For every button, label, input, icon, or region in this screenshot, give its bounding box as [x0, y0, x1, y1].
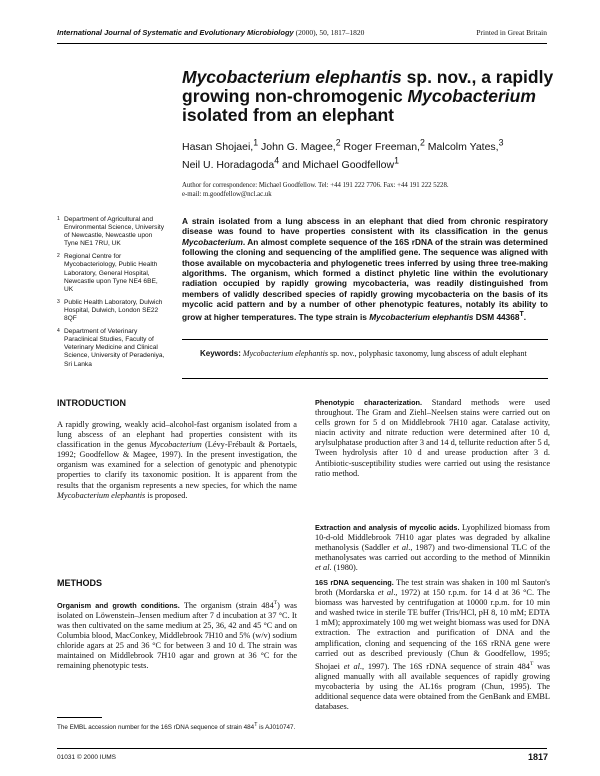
affiliation-item: 3 Public Health Laboratory, Dulwich Hospital, Dulwich, London SE22 8QF — [57, 298, 163, 323]
footnote: The EMBL accession number for the 16S rDNA sequence of strain $484^T$ is AJ010747. — [57, 722, 296, 732]
keywords-rule-top — [182, 339, 548, 340]
article-title — [182, 68, 562, 125]
author: Neil U. Horadagoda$^4$ — [182, 155, 280, 171]
affiliation-item: 1 Department of Agricultural and Environmental Science, University of Newcastle, Newcastle upon Tyne NE1 7RU, UK — [57, 216, 165, 248]
footnote-rule — [57, 717, 102, 718]
affiliation-item: 2 Regional Centre for Mycobacteriology, Public Health Laboratory, General Hospital, Newcastle upon Tyne NE4 6BE, UK — [57, 253, 158, 293]
title-text-2: isolated from an elephant — [182, 105, 394, 125]
journal-name: International Journal of Systematic and Evolutionary Microbiology — [57, 28, 294, 37]
author: and Michael Goodfellow$^1$ — [282, 155, 399, 171]
author: John G. Magee,$^2$ — [261, 137, 341, 153]
rdna-text: 16S rDNA sequencing. The test strain was shaken in 100 ml Sauton's broth (Mordarska et al., 1972) at 150 r.p.m. for 14 d at 36 °C. The biomass was harvested by centrifugation at 10000 r.p.m. for 10 min and washed twice in sterile TE buffer (Tris/HCl, pH 8, 10 mM; EDTA 1 mM); approximately 100 mg wet weight biomass was used for DNA extraction. The extraction and purification of DNA and the amplification, cloning and sequencing of the 16S rRNA gene were carried out as described previously (Chun & Goodfellow, 1995; Shojaei et al., 1997). The 16S rDNA sequence of strain $484^T$ was aligned manually with all available sequences of rapidly growing mycobacteria by using the AL16s program (Chun, 1995). The additional sequence data were obtained from the GenBank and EMBL databases. — [315, 578, 551, 711]
author: Malcolm Yates,$^3$ — [427, 137, 504, 153]
methods-heading: METHODS — [57, 578, 102, 588]
journal-citation: (2000), 50, 1817–1820 — [295, 28, 365, 37]
running-head — [57, 28, 547, 37]
introduction-heading: INTRODUCTION — [57, 398, 126, 408]
mycolic-text: Extraction and analysis of mycolic acids. Lyophilized biomass from 10-d-old Middlebrook 7H10 agar plates was degraded by alkaline methanolysis (Saddler et al., 1987) and two-dimensional TLC of the methanolysates was carried out according to the method of Minnikin et al. (1980). — [315, 523, 551, 573]
abstract: A strain isolated from a lung abscess in an elephant that died from chronic respiratory disease was found to have properties consistent with its classification in the genus Mycobacterium. An almost complete sequence of the 16S rDNA of the strain was determined following the cloning and sequencing of the amplified gene. The sequence was aligned with those available on mycobacteria and phylogenetic trees inferred by using three tree-making algorithms. The organism, which formed a distinct phyletic line within the evolutionary radiation occupied by rapidly growing mycobacteria, was readily distinguished from members of validly described species of rapidly growing mycobacteria on the basis of its mycolic acid pattern and by a number of other phenotypic features, notably its ability to grow at higher temperatures. The type strain is Mycobacterium elephantis DSM $44368^T$. — [182, 216, 548, 322]
correspondence-contact: Author for correspondence: Michael Goodfellow. Tel: +44 191 222 7706. Fax: +44 191 222 5228. — [182, 182, 449, 189]
phenotypic-text: Phenotypic characterization. Standard methods were used throughout. The Gram and Ziehl–Neelsen stains were carried out on cells grown for 5 d on Middlebrook 7H10 agar. Catalase activity, niacin activity and nitrate reduction were determined after 10 d, arylsulphatase production after 3 and 14 d, tellurite reduction after 5 d, Tween hydrolysis after 10 d and urease production after 3 d. Antibiotic-susceptibility studies were carried out using the resistance ratio method. — [315, 398, 550, 478]
introduction-text: A rapidly growing, weakly acid–alcohol-fast organism isolated from a lung abscess of an elephant had properties consistent with its classification in the genus Mycobacterium (Lévy-Frébault & Portaels, 1992; Goodfellow & Magee, 1997). In the present investigation, the organism was examined for a selection of genotypic and phenotypic properties to clarify its taxonomic position. It is apparent from the results that the organism represents a new species, for which the name Mycobacterium elephantis is proposed. — [57, 420, 297, 500]
author-list — [182, 135, 562, 172]
correspondence-email: e-mail: m.goodfellow@ncl.ac.uk — [182, 191, 272, 198]
author: Hasan Shojaei,$^1$ — [182, 137, 259, 153]
correspondence — [182, 181, 562, 199]
title-text-1: sp. nov., a rapidly growing non-chromogenic — [182, 67, 554, 106]
title-species: Mycobacterium elephantis — [182, 67, 402, 87]
footer-rule — [57, 748, 547, 749]
affiliations — [57, 216, 165, 374]
printed-location: Printed in Great Britain — [476, 28, 547, 37]
affiliation-item: 4 Department of Veterinary Paraclinical Studies, Faculty of Veterinary Medicine and Clinical Science, University of Peradeniya, Sri Lanka — [57, 328, 165, 368]
page-number: 1817 — [527, 752, 548, 762]
header-rule — [57, 43, 547, 44]
keywords: Keywords: Mycobacterium elephantis sp. nov., polyphasic taxonomy, lung abscess of adult elephant — [200, 349, 527, 358]
methods-text: Organism and growth conditions. The organism (strain $484^T$) was isolated on Löwenstein–Jensen medium after 7 d incubation at 37 °C. It was then cultivated on the same medium at 25, 36, 42 and 45 °C and on Columbia blood, MacConkey, Middlebrook 7H10 and 5% (w/v) sodium chloride agars at 25 and 36 °C for between 3 and 10 d. The strain was maintained on Middlebrook 7H10 agar and grown at 36 °C for the remaining phenotypic tests. — [57, 600, 297, 671]
author: Roger Freeman,$^2$ — [343, 137, 425, 153]
keywords-rule-bottom — [182, 378, 548, 379]
keywords-label: Keywords: — [200, 349, 241, 358]
copyright: 01031 © 2000 IUMS — [57, 754, 116, 761]
title-genus: Mycobacterium — [407, 86, 536, 106]
